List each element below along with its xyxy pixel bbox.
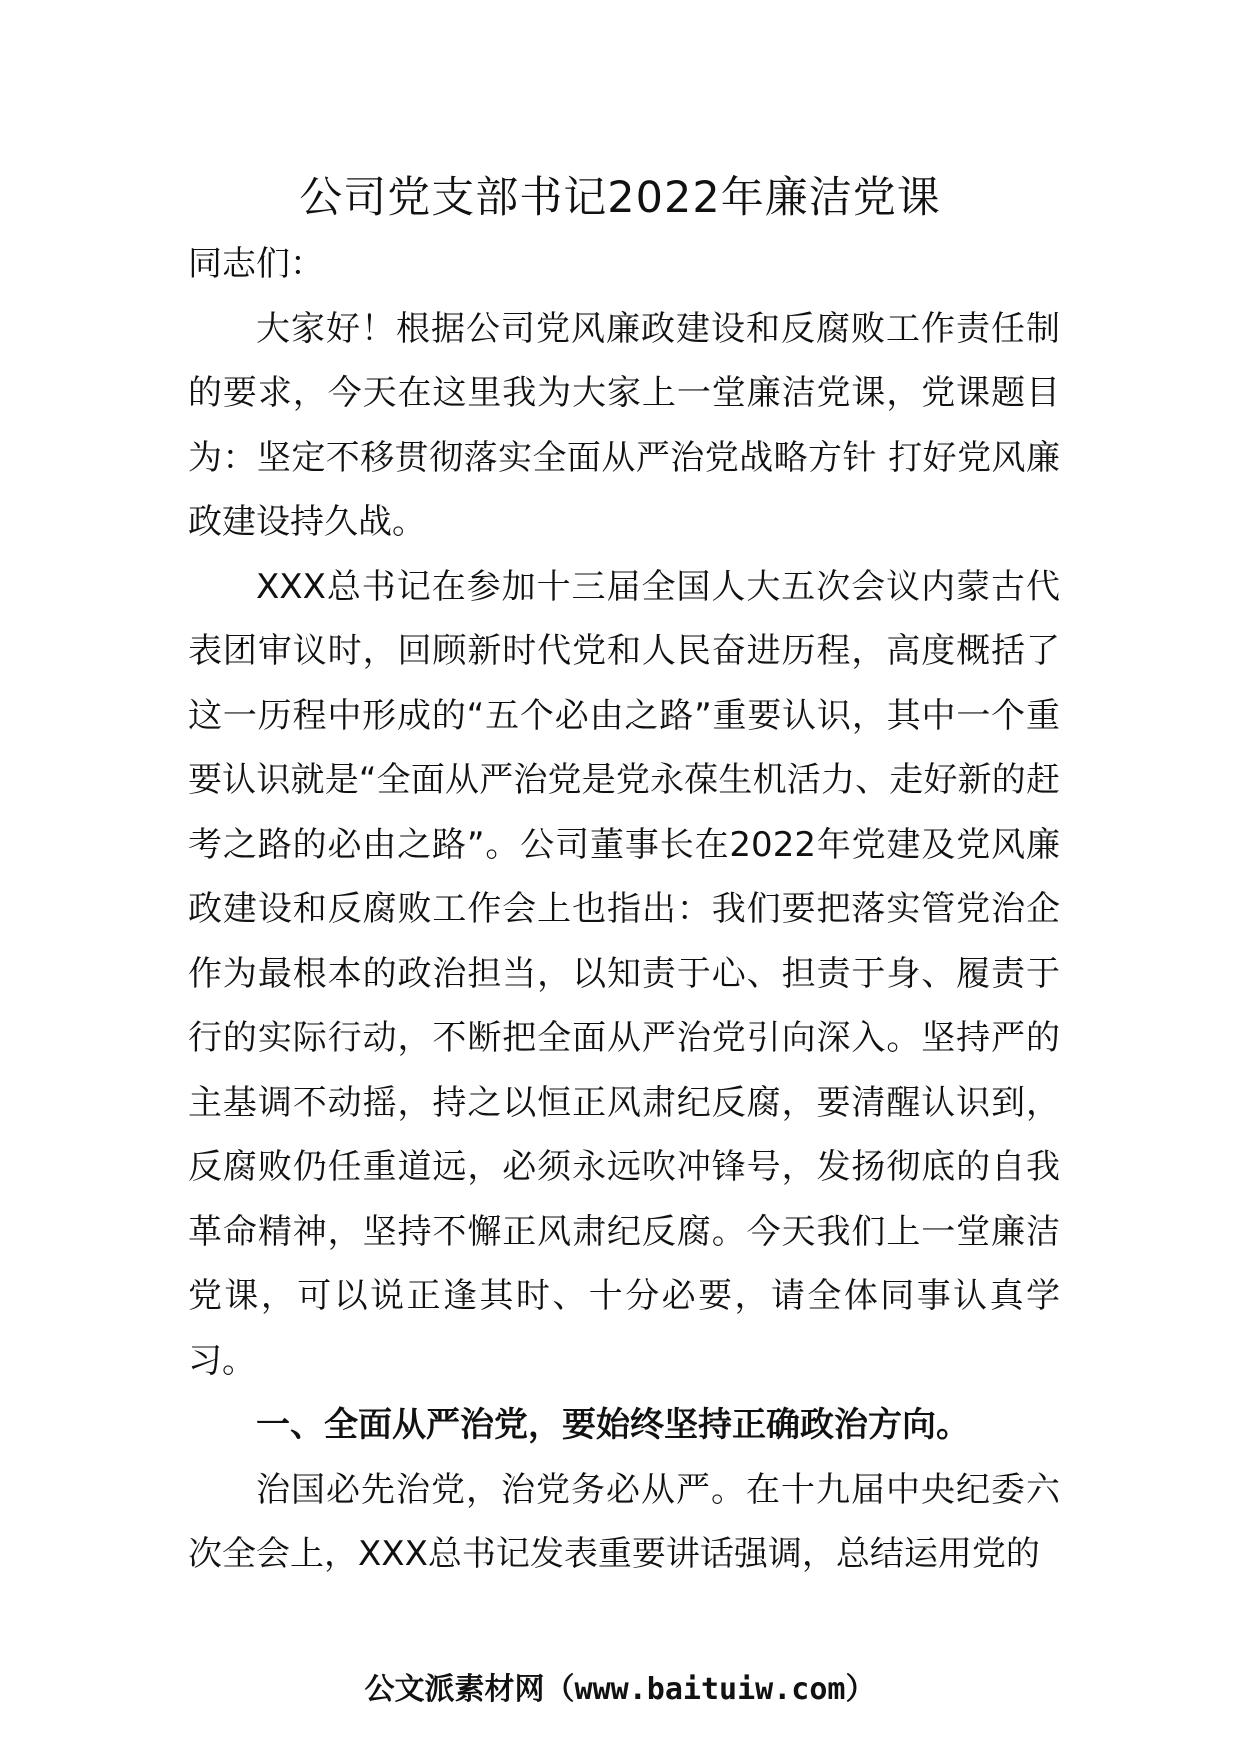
paragraph-intro: 大家好！根据公司党风廉政建设和反腐败工作责任制的要求，今天在这里我为大家上一堂廉洁党课，党课题目为：坚定不移贯彻落实全面从严治党战略方针 打好党风廉政建设持久战。 xyxy=(188,308,1060,542)
footer-watermark xyxy=(0,1670,1240,1710)
footer-site-url: （www.baituiw.com） xyxy=(544,1672,876,1707)
salutation: 同志们： xyxy=(188,244,324,284)
document-body xyxy=(188,232,1060,1587)
section-1-paragraph: 治国必先治党，治党务必从严。在十九届中央纪委六次全会上，XXX总书记发表重要讲话强调，总结运用党的 xyxy=(188,1469,1060,1574)
paragraph-background: XXX总书记在参加十三届全国人大五次会议内蒙古代表团审议时，回顾新时代党和人民奋进历程，高度概括了这一历程中形成的“五个必由之路”重要认识，其中一个重要认识就是“全面从严治党是党永葆生机活力、走好新的赶考之路的必由之路”。公司董事长在2022年党建及党风廉政建设和反腐败工作会上也指出：我们要把落实管党治企作为最根本的政治担当，以知责于心、担责于身、履责于行的实际行动，不断把全面从严治党引向深入。坚持严的主基调不动摇，持之以恒正风肃纪反腐，要清醒认识到，反腐败仍任重道远，必须永远吹冲锋号，发扬彻底的自我革命精神，坚持不懈正风肃纪反腐。今天我们上一堂廉洁党课，可以说正逢其时、十分必要，请全体同事认真学习。 xyxy=(188,566,1060,1381)
document-title: 公司党支部书记2022年廉洁党课 xyxy=(299,173,941,223)
section-heading-1: 一、全面从严治党，要始终坚持正确政治方向。 xyxy=(256,1405,970,1445)
footer-site-name: 公文派素材网 xyxy=(364,1672,545,1707)
